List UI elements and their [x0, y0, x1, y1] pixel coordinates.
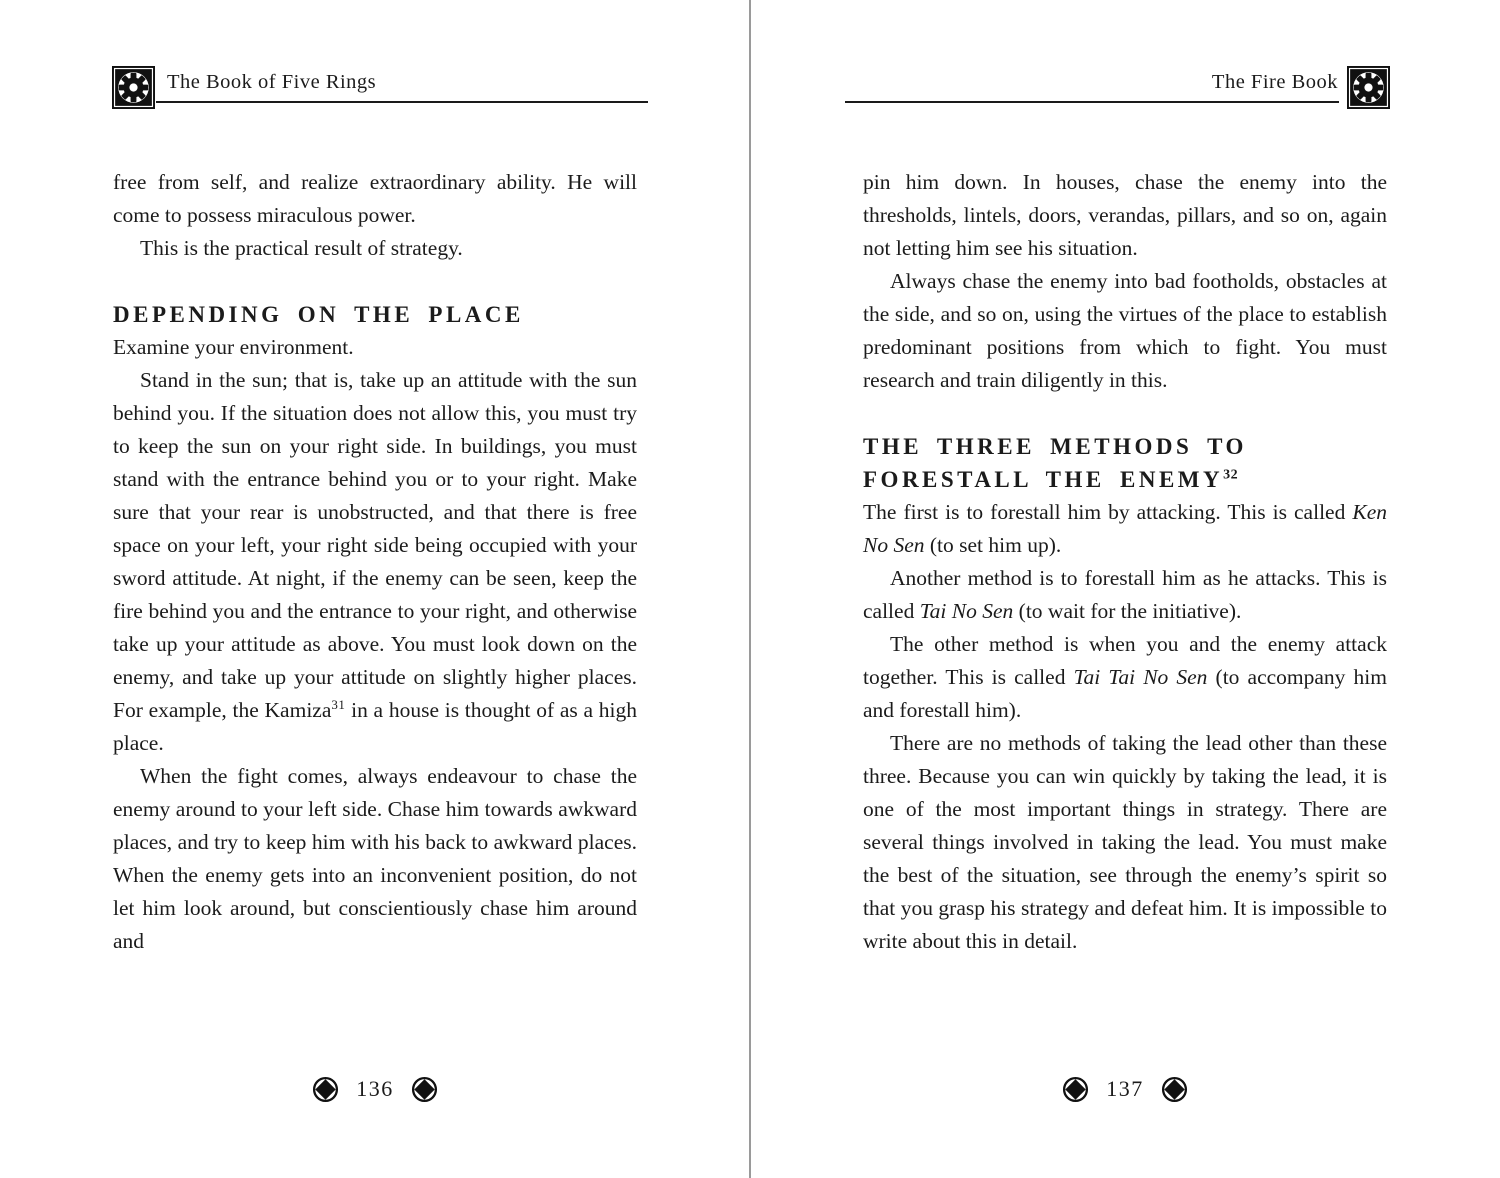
- text-run: Another method is to forestall him as he attacks. This is called: [863, 566, 1387, 623]
- text-run: There are no methods of taking the lead other than these three. Because you can win quickly by taking the lead, it is one of the most important things in strategy. There are several things involved in taking the lead. You must make the best of the situation, see through the enemy’s spirit so that you grasp his strategy and defeat him. It is impossible to write about this in detail.: [863, 731, 1387, 953]
- text-run: (to accompany him and forestall him).: [863, 665, 1387, 722]
- paragraph: [863, 496, 1387, 562]
- text-run: When the fight comes, always endeavour to chase the enemy around to your left side. Chase him towards awkward places, and try to keep him with his back to awkward places. When the enemy gets into an inconvenient position, do not let him look around, but conscientiously chase him around and: [113, 764, 637, 953]
- page-footer: [113, 1074, 637, 1104]
- italic-term: Tai No Sen: [919, 599, 1014, 623]
- italic-term: Ken No Sen: [863, 500, 1387, 557]
- text-run: The other method is when you and the enemy attack together. This is called: [863, 632, 1387, 689]
- paragraph: [863, 628, 1387, 727]
- header-rule: [156, 101, 648, 103]
- text-run: DEPENDING ON THE PLACE: [113, 302, 524, 327]
- running-header-title: The Book of Five Rings: [167, 71, 377, 93]
- text-run: THE THREE METHODS TO: [863, 434, 1247, 459]
- paragraph: [113, 331, 637, 364]
- text-run: Stand in the sun; that is, take up an attitude with the sun behind you. If the situation does not allow this, you must try to keep the sun on your right side. In buildings, you must stand with the entrance behind you or to your right. Make sure that your rear is unobstructed, and that there is free space on your left, your right side being occupied with your sword attitude. At night, if the enemy can be seen, keep the fire behind you and the entrance to your right, and otherwise take up your attitude as above. You must look down on the enemy, and take up your attitude on slightly higher places. For example, the Kamiza: [113, 368, 637, 722]
- text-run: (to wait for the initiative).: [1013, 599, 1242, 623]
- paragraph: [863, 265, 1387, 397]
- text-run: free from self, and realize extraordinary ability. He will come to possess miraculous power.: [113, 170, 637, 227]
- paragraph: [113, 166, 637, 232]
- section-heading: [863, 430, 1387, 496]
- text-run: Always chase the enemy into bad footholds, obstacles at the side, and so on, using the virtues of the place to establish predominant positions from which to fight. You must research and train diligently in this.: [863, 269, 1387, 392]
- text-run: pin him down. In houses, chase the enemy into the thresholds, lintels, doors, verandas, pillars, and so on, again not letting him see his situation.: [863, 170, 1387, 260]
- diamond-in-circle-icon: [1161, 1076, 1188, 1103]
- gear-flower-emblem-icon: [112, 66, 155, 109]
- page-footer: [863, 1074, 1387, 1104]
- text-run: FORESTALL THE ENEMY: [863, 467, 1224, 492]
- right-page: [750, 0, 1500, 1178]
- text-run: This is the practical result of strategy.: [140, 236, 463, 260]
- diamond-in-circle-icon: [411, 1076, 438, 1103]
- running-header-title: The Fire Book: [1211, 71, 1338, 93]
- diamond-in-circle-icon: [312, 1076, 339, 1103]
- text-run: (to set him up).: [924, 533, 1062, 557]
- page-body: [113, 166, 637, 958]
- paragraph-spacer: [113, 265, 637, 298]
- paragraph: [113, 760, 637, 958]
- paragraph: [863, 562, 1387, 628]
- paragraph: [113, 364, 637, 760]
- text-run: in a house is thought of as a high place.: [113, 698, 637, 755]
- paragraph: [863, 727, 1387, 958]
- page-number: 137: [1106, 1076, 1144, 1101]
- header-rule: [845, 101, 1339, 103]
- footnote-reference: 32: [1223, 467, 1239, 483]
- paragraph-spacer: [863, 397, 1387, 430]
- footnote-reference: 31: [331, 696, 346, 712]
- text-run: The first is to forestall him by attacking. This is called: [863, 500, 1353, 524]
- paragraph: [113, 232, 637, 265]
- page-body: [863, 166, 1387, 958]
- text-run: Examine your environment.: [113, 335, 354, 359]
- paragraph: [863, 166, 1387, 265]
- page-number: 136: [356, 1076, 394, 1101]
- italic-term: Tai Tai No Sen: [1073, 665, 1208, 689]
- diamond-in-circle-icon: [1062, 1076, 1089, 1103]
- gear-flower-emblem-icon: [1347, 66, 1390, 109]
- section-heading: [113, 298, 637, 331]
